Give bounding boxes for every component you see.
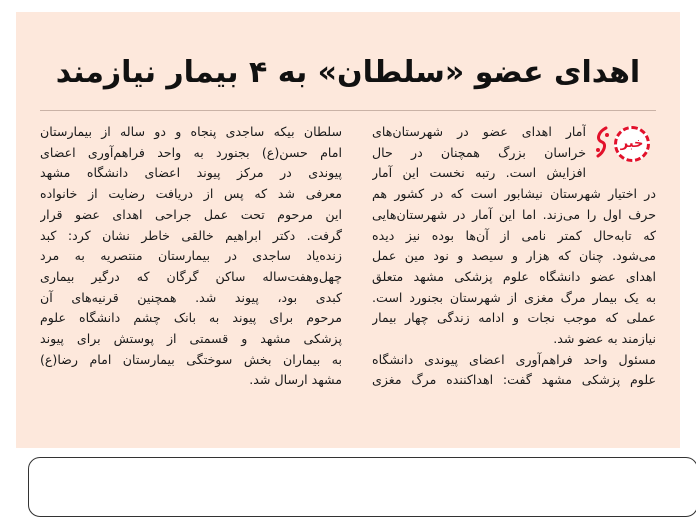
text-line: گرفت. دکتر ابراهیم خالقی خاطر نشان کرد: کبد <box>40 227 342 243</box>
text-line: خراسان بزرگ همچنان در حال <box>372 144 586 160</box>
text-line: مسئول واحد فراهم‌آوری اعضای پیوندی دانشگاه <box>372 351 656 367</box>
text-line: به یک بیمار مرگ مغزی از شهرستان بجنورد است. <box>372 289 656 305</box>
text-line: علوم پزشکی مشهد گفت: اهداکننده مرگ مغزی <box>372 372 656 388</box>
article-column-left <box>40 122 342 391</box>
text-line: افزایش است. رتبه نخست این آمار <box>372 165 586 181</box>
news-label: خبر <box>614 126 650 162</box>
text-line: کبدی بود، پیوند شد. همچنین قرنیه‌های آن <box>40 289 342 305</box>
text-line: پیوندی در مرکز پیوند اعضای دانشگاه مشهد <box>40 165 342 181</box>
text-line: پزشکی مشهد و قسمتی از پوستش برای پیوند <box>40 331 342 347</box>
headline: اهدای عضو «سلطان» به ۴ بیمار نیازمند <box>55 55 641 90</box>
text-line: معرفی شد که پس از دریافت رضایت از خانواده <box>40 186 342 202</box>
next-article-frame <box>28 457 696 517</box>
text-line: اهدای عضو دانشگاه علوم پزشکی مشهد متعلق <box>372 268 656 284</box>
text-line: زنده‌یاد ساجدی در بیمارستان منتصریه به مرد <box>40 248 342 264</box>
text-line: این مرحوم تحت عمل جراحی اهدای عضو قرار <box>40 206 342 222</box>
text-line: مرحوم برای پیوند به بانک چشم دانشگاه علوم <box>40 310 342 326</box>
headline-divider <box>40 110 656 111</box>
text-line: در اختیار شهرستان نیشابور است که در کشور هم <box>372 186 656 202</box>
text-line: که تابه‌حال کمتر نامی از آن‌ها بوده نیز دیده <box>372 227 656 243</box>
text-line: به بیماران بخش سوختگی بیمارستان امام رضا(ع) <box>40 351 342 367</box>
text-line: نیازمند به عضو شد. <box>553 331 656 347</box>
text-line: آمار اهدای عضو در شهرستان‌های <box>372 124 586 139</box>
text-line: چهل‌وهفت‌ساله ساکن گرگان که درگیر بیماری <box>40 268 342 284</box>
article-column-right <box>372 122 656 391</box>
text-line: سلطان بیکه ساجدی پنجاه و دو ساله از بیمارستان <box>40 124 342 139</box>
text-line: می‌شود. چنان که هزار و سیصد و نود مین عمل <box>372 248 656 264</box>
text-line: مشهد ارسال شد. <box>249 372 342 388</box>
text-line: حرف اول را می‌زند. اما این آمار در شهرستان‌هایی <box>372 206 656 222</box>
text-line: امام حسن(ع) بجنورد به واحد فراهم‌آوری اعضای <box>40 144 342 160</box>
text-line: عملی که موجب نجات و ادامه زندگی چهار بیمار <box>372 310 656 326</box>
